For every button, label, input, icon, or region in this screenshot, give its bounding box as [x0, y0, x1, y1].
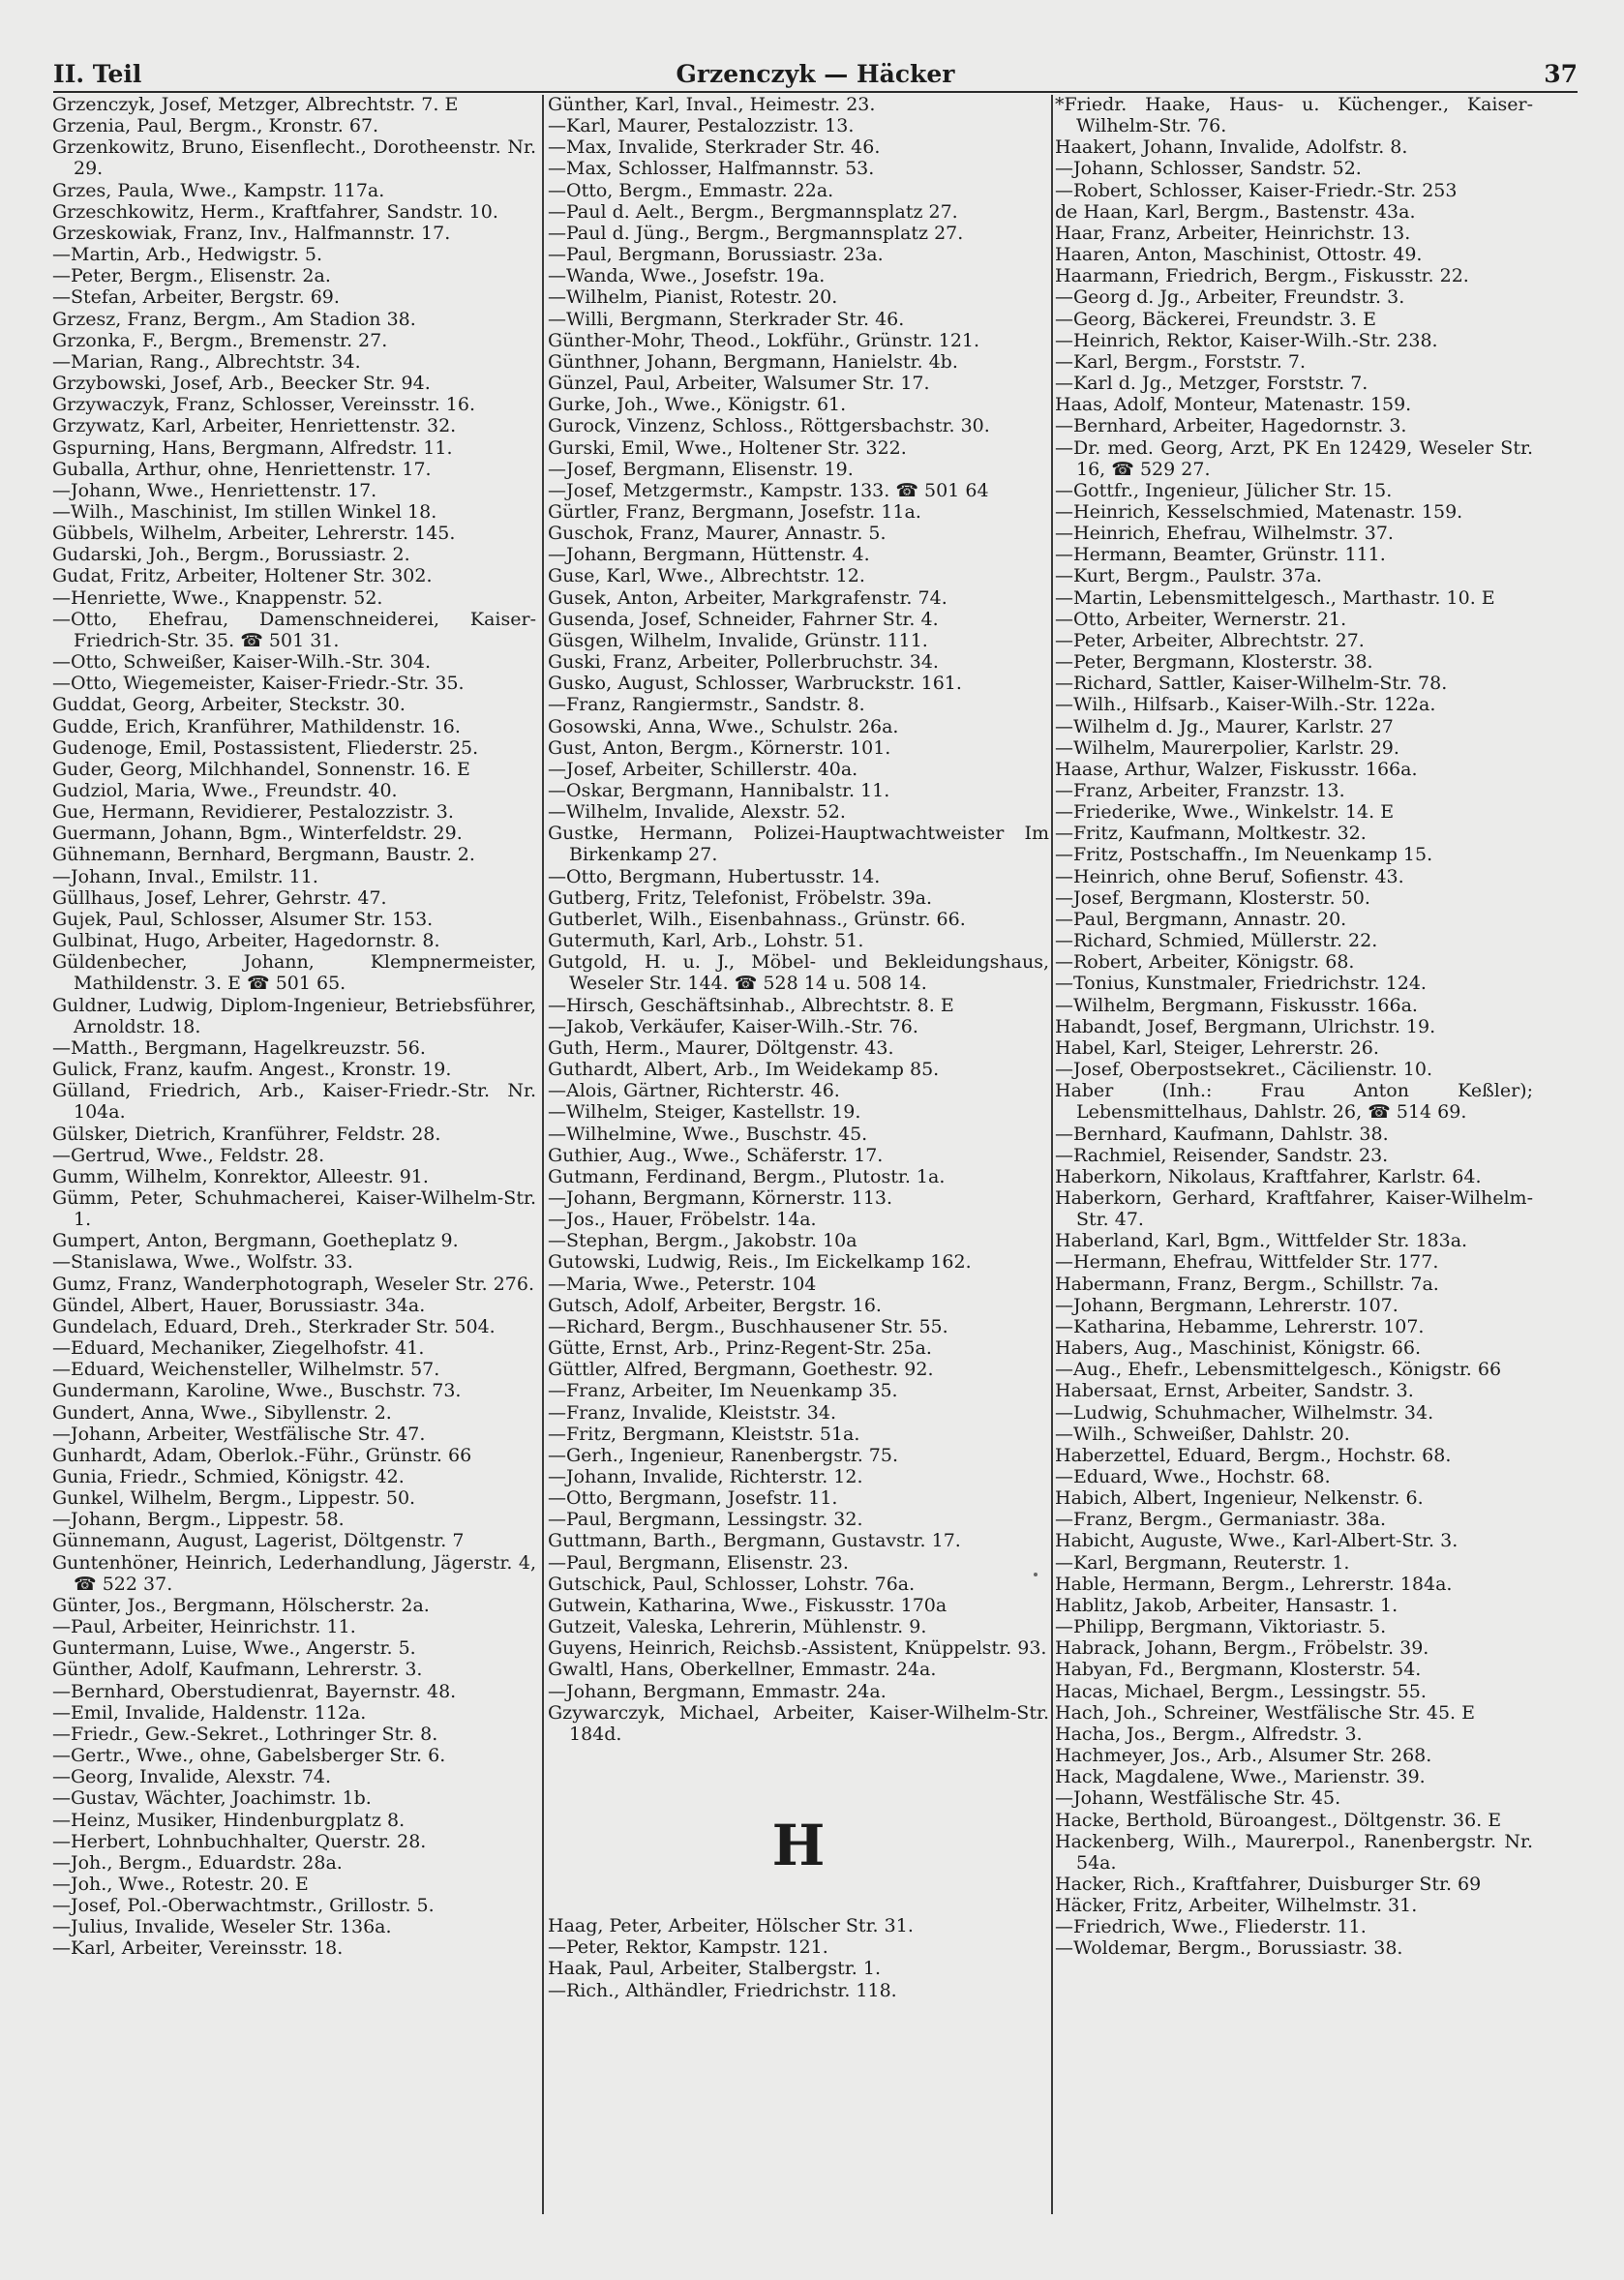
directory-entry: —Peter, Arbeiter, Albrechtstr. 27. [1055, 629, 1365, 651]
directory-entry: —Eduard, Mechaniker, Ziegelhofstr. 41. [52, 1337, 425, 1360]
directory-entry: —Heinrich, Ehefrau, Wilhelmstr. 37. [1055, 523, 1394, 545]
directory-entry: Gülland, Friedrich, Arb., Kaiser-Friedr.-Str. Nr. 104a. [52, 1080, 536, 1124]
directory-entry: —Franz, Arbeiter, Franzstr. 13. [1055, 780, 1345, 801]
directory-entry: Guthier, Aug., Wwe., Schäferstr. 17. [548, 1144, 884, 1166]
directory-entry: —Johann, Bergm., Lippestr. 58. [52, 1509, 345, 1531]
directory-entry: Hack, Magdalene, Wwe., Marienstr. 39. [1055, 1766, 1426, 1788]
directory-entry: —Eduard, Wwe., Hochstr. 68. [1055, 1466, 1331, 1487]
directory-entry: —Franz, Arbeiter, Im Neuenkamp 35. [548, 1380, 898, 1402]
directory-entry: Günthner, Johann, Bergmann, Hanielstr. 4b. [548, 350, 958, 373]
directory-entry: Gutgold, H. u. J., Möbel- und Bekleidungshaus, Weseler Str. 144. ☎ 528 14 u. 508 14. [548, 951, 1049, 995]
directory-entry: Gspurning, Hans, Bergmann, Alfredstr. 11. [52, 436, 453, 459]
directory-entry: —Alois, Gärtner, Richterstr. 46. [548, 1080, 840, 1102]
directory-entry: —Ludwig, Schuhmacher, Wilhelmstr. 34. [1055, 1401, 1434, 1424]
directory-entry: —Woldemar, Bergm., Borussiastr. 38. [1055, 1937, 1403, 1960]
directory-entry: —Bernhard, Arbeiter, Hagedornstr. 3. [1055, 415, 1407, 437]
directory-entry: Gurski, Emil, Wwe., Holtener Str. 322. [548, 436, 907, 459]
directory-entry: —Otto, Bergm., Emmastr. 22a. [548, 179, 834, 201]
directory-entry: Gutberg, Fritz, Telefonist, Fröbelstr. 39a. [548, 886, 933, 909]
directory-entry: Gutschick, Paul, Schlosser, Lohstr. 76a. [548, 1573, 916, 1595]
directory-entry: Haberkorn, Gerhard, Kraftfahrer, Kaiser-Wilhelm-Str. 47. [1055, 1186, 1533, 1231]
directory-entry: —Wilhelm d. Jg., Maurer, Karlstr. 27 [1055, 715, 1394, 737]
directory-entry: Gunkel, Wilhelm, Bergm., Lippestr. 50. [52, 1487, 416, 1510]
directory-entry: Gunhardt, Adam, Oberlok.-Führ., Grünstr. 66 [52, 1444, 472, 1466]
directory-entry: —Robert, Schlosser, Kaiser-Friedr.-Str. 253 [1055, 179, 1458, 201]
directory-entry: Habel, Karl, Steiger, Lehrerstr. 26. [1055, 1036, 1379, 1059]
directory-entry: Grzenia, Paul, Bergm., Kronstr. 67. [52, 115, 379, 137]
directory-entry: Gudenoge, Emil, Postassistent, Fliederstr. 25. [52, 736, 479, 759]
directory-entry: —Martin, Lebensmittelgesch., Marthastr. 10. E [1055, 586, 1495, 609]
directory-entry: Guddat, Georg, Arbeiter, Steckstr. 30. [52, 694, 406, 716]
directory-entry: —Georg, Bäckerei, Freundstr. 3. E [1055, 308, 1376, 330]
page-header [53, 48, 1578, 93]
directory-entry: —Josef, Metzgermstr., Kampstr. 133. ☎ 501 64 [548, 479, 989, 501]
directory-entry: Haak, Paul, Arbeiter, Stalbergstr. 1. [548, 1958, 882, 1980]
directory-entry: —Karl d. Jg., Metzger, Forststr. 7. [1055, 373, 1368, 395]
directory-entry: Gümm, Peter, Schuhmacherei, Kaiser-Wilhelm-Str. 1. [52, 1186, 536, 1231]
directory-entry: —Gustav, Wächter, Joachimstr. 1b. [52, 1787, 372, 1810]
directory-entry: Haberzettel, Eduard, Bergm., Hochstr. 68. [1055, 1444, 1452, 1466]
directory-entry: —Josef, Bergmann, Klosterstr. 50. [1055, 886, 1370, 909]
directory-entry: —Henriette, Wwe., Knappenstr. 52. [52, 586, 383, 609]
directory-entry: —Otto, Wiegemeister, Kaiser-Friedr.-Str. 35. [52, 673, 465, 695]
directory-entry: Gutzeit, Valeska, Lehrerin, Mühlenstr. 9. [548, 1616, 927, 1638]
directory-entry: Guthardt, Albert, Arb., Im Weidekamp 85. [548, 1059, 940, 1081]
directory-column-3 [1055, 94, 1533, 2252]
directory-entry: —Wanda, Wwe., Josefstr. 19a. [548, 265, 826, 287]
column-2-h-entries [548, 1915, 1049, 2001]
directory-entry: —Richard, Sattler, Kaiser-Wilhelm-Str. 78. [1055, 673, 1448, 695]
directory-entry: Gudde, Erich, Kranführer, Mathildenstr. 16. [52, 715, 461, 737]
directory-entry: Guntermann, Luise, Wwe., Angerstr. 5. [52, 1637, 416, 1660]
directory-entry: Güllhaus, Josef, Lehrer, Gehrstr. 47. [52, 886, 387, 909]
directory-entry: Guttmann, Barth., Bergmann, Gustavstr. 17. [548, 1530, 961, 1552]
directory-entry: —Wilhelm, Steiger, Kastellstr. 19. [548, 1101, 861, 1124]
directory-entry: Guballa, Arthur, ohne, Henriettenstr. 17. [52, 458, 432, 480]
column-divider [1051, 95, 1053, 2214]
directory-entry: —Gertrud, Wwe., Feldstr. 28. [52, 1144, 325, 1166]
directory-entry: Güsgen, Wilhelm, Invalide, Grünstr. 111. [548, 629, 928, 651]
directory-entry: Grzeskowiak, Franz, Inv., Halfmannstr. 17. [52, 222, 451, 244]
directory-entry: Güttler, Alfred, Bergmann, Goethestr. 92. [548, 1359, 934, 1381]
directory-entry: Guse, Karl, Wwe., Albrechtstr. 12. [548, 565, 865, 587]
directory-entry: Gürtler, Franz, Bergmann, Josefstr. 11a. [548, 500, 921, 523]
directory-entry: Grzenczyk, Josef, Metzger, Albrechtstr. 7. E [52, 94, 459, 115]
directory-entry: —Jos., Hauer, Fröbelstr. 14a. [548, 1209, 817, 1231]
directory-entry: —Oskar, Bergmann, Hannibalstr. 11. [548, 780, 890, 801]
directory-entry: —Paul, Bergmann, Borussiastr. 23a. [548, 244, 884, 266]
directory-entry: Güldenbecher, Johann, Klempnermeister, Mathildenstr. 3. E ☎ 501 65. [52, 951, 536, 995]
directory-entry: —Wilh., Maschinist, Im stillen Winkel 18. [52, 500, 437, 523]
directory-entry: Haakert, Johann, Invalide, Adolfstr. 8. [1055, 136, 1408, 159]
directory-entry: Hacker, Rich., Kraftfahrer, Duisburger Str. 69 [1055, 1873, 1482, 1895]
section-letter-heading: H [771, 1813, 826, 1879]
directory-entry: —Karl, Bergmann, Reuterstr. 1. [1055, 1551, 1350, 1574]
directory-entry: —Wilhelm, Bergmann, Fiskusstr. 166a. [1055, 994, 1418, 1016]
directory-entry: —Paul, Bergmann, Elisenstr. 23. [548, 1551, 849, 1574]
directory-entry: —Bernhard, Oberstudienrat, Bayernstr. 48. [52, 1680, 457, 1702]
directory-entry: Grzywaczyk, Franz, Schlosser, Vereinsstr. 16. [52, 394, 476, 416]
directory-entry: Guski, Franz, Arbeiter, Pollerbruchstr. 34. [548, 651, 939, 674]
directory-entry: —Franz, Bergm., Germaniastr. 38a. [1055, 1509, 1386, 1531]
directory-entry: Haberkorn, Nikolaus, Kraftfahrer, Karlstr. 64. [1055, 1165, 1482, 1187]
directory-column-1 [52, 94, 536, 2252]
directory-entry: Hacas, Michael, Bergm., Lessingstr. 55. [1055, 1680, 1427, 1702]
directory-entry: —Willi, Bergmann, Sterkrader Str. 46. [548, 308, 905, 330]
directory-entry: Hach, Joh., Schreiner, Westfälische Str. 45. E [1055, 1701, 1476, 1724]
directory-entry: Gutermuth, Karl, Arb., Lohstr. 51. [548, 930, 864, 952]
directory-entry: Gudat, Fritz, Arbeiter, Holtener Str. 302. [52, 565, 433, 587]
directory-entry: Grzeschkowitz, Herm., Kraftfahrer, Sandstr. 10. [52, 200, 498, 223]
directory-entry: *Friedr. Haake, Haus- u. Küchenger., Kaiser-Wilhelm-Str. 76. [1055, 94, 1533, 137]
page-number: 37 [1544, 60, 1578, 88]
directory-entry: Gutberlet, Wilh., Eisenbahnass., Grünstr. 66. [548, 908, 966, 930]
directory-entry: —Karl, Maurer, Pestalozzistr. 13. [548, 115, 855, 137]
directory-entry: Gujek, Paul, Schlosser, Alsumer Str. 153. [52, 908, 434, 930]
directory-entry: —Friedrich, Wwe., Fliederstr. 11. [1055, 1916, 1367, 1938]
directory-entry: —Johann, Arbeiter, Westfälische Str. 47. [52, 1423, 426, 1445]
directory-entry: —Jakob, Verkäufer, Kaiser-Wilh.-Str. 76. [548, 1015, 918, 1037]
directory-entry: Haar, Franz, Arbeiter, Heinrichstr. 13. [1055, 222, 1411, 244]
directory-entry: Haase, Arthur, Walzer, Fiskusstr. 166a. [1055, 758, 1418, 780]
directory-entry: —Karl, Bergm., Forststr. 7. [1055, 350, 1306, 373]
directory-entry: Guntenhöner, Heinrich, Lederhandlung, Jägerstr. 4, ☎ 522 37. [52, 1551, 536, 1595]
directory-entry: —Maria, Wwe., Peterstr. 104 [548, 1273, 817, 1295]
directory-entry: Habicht, Auguste, Wwe., Karl-Albert-Str. 3. [1055, 1530, 1459, 1552]
directory-entry: —Max, Invalide, Sterkrader Str. 46. [548, 136, 881, 159]
directory-entry: Günther, Karl, Inval., Heimestr. 23. [548, 94, 876, 115]
directory-entry: Haas, Adolf, Monteur, Matenastr. 159. [1055, 394, 1412, 416]
directory-entry: —Joh., Bergm., Eduardstr. 28a. [52, 1851, 343, 1874]
directory-entry: —Hermann, Beamter, Grünstr. 111. [1055, 544, 1386, 566]
directory-entry: de Haan, Karl, Bergm., Bastenstr. 43a. [1055, 200, 1416, 223]
directory-entry: —Paul, Bergmann, Annastr. 20. [1055, 908, 1347, 930]
directory-entry: —Otto, Bergmann, Josefstr. 11. [548, 1487, 838, 1510]
directory-entry: Günzel, Paul, Arbeiter, Walsumer Str. 17. [548, 373, 930, 395]
directory-entry: Gundelach, Eduard, Dreh., Sterkrader Str. 504. [52, 1315, 496, 1337]
directory-entry: Gumm, Wilhelm, Konrektor, Alleestr. 91. [52, 1165, 429, 1187]
directory-entry: —Josef, Bergmann, Elisenstr. 19. [548, 458, 854, 480]
directory-entry: —Heinz, Musiker, Hindenburgplatz 8. [52, 1809, 406, 1831]
directory-entry: Habandt, Josef, Bergmann, Ulrichstr. 19. [1055, 1015, 1436, 1037]
directory-entry: —Paul d. Jüng., Bergm., Bergmannsplatz 27. [548, 222, 964, 244]
directory-entry: —Robert, Arbeiter, Königstr. 68. [1055, 951, 1355, 974]
directory-entry: —Gertr., Wwe., ohne, Gabelsberger Str. 6. [52, 1745, 446, 1767]
directory-entry: —Rachmiel, Reisender, Sandstr. 23. [1055, 1144, 1389, 1166]
directory-entry: —Friedr., Gew.-Sekret., Lothringer Str. 8. [52, 1723, 438, 1745]
directory-entry: —Emil, Invalide, Haldenstr. 112a. [52, 1701, 367, 1724]
directory-entry: —Heinrich, Rektor, Kaiser-Wilh.-Str. 238. [1055, 329, 1438, 351]
directory-entry: Hacha, Jos., Bergm., Alfredstr. 3. [1055, 1723, 1363, 1745]
directory-entry: Gust, Anton, Bergm., Körnerstr. 101. [548, 736, 891, 759]
directory-entry: —Paul, Arbeiter, Heinrichstr. 11. [52, 1616, 356, 1638]
directory-entry: —Peter, Bergmann, Klosterstr. 38. [1055, 651, 1373, 674]
directory-entry: Günnemann, August, Lagerist, Döltgenstr. 7 [52, 1530, 465, 1552]
directory-entry: Gundert, Anna, Wwe., Sibyllenstr. 2. [52, 1401, 392, 1424]
directory-entry: —Stephan, Bergm., Jakobstr. 10a [548, 1230, 857, 1252]
directory-entry: Gurke, Joh., Wwe., Königstr. 61. [548, 394, 847, 416]
directory-entry: —Joh., Wwe., Rotestr. 20. E [52, 1873, 309, 1895]
directory-entry: —Franz, Invalide, Kleiststr. 34. [548, 1401, 837, 1424]
directory-entry: Grzonka, F., Bergm., Bremenstr. 27. [52, 329, 388, 351]
directory-entry: Hackenberg, Wilh., Maurerpol., Ranenbergstr. Nr. 54a. [1055, 1830, 1533, 1874]
directory-entry: Gosowski, Anna, Wwe., Schulstr. 26a. [548, 715, 899, 737]
column-2-entries [548, 94, 1049, 1745]
directory-entry: Hable, Hermann, Bergm., Lehrerstr. 184a. [1055, 1573, 1453, 1595]
directory-entry: Günter, Jos., Bergmann, Hölscherstr. 2a. [52, 1594, 430, 1616]
directory-entry: Hacke, Berthold, Büroangest., Döltgenstr. 36. E [1055, 1809, 1502, 1831]
directory-entry: —Matth., Bergmann, Hagelkreuzstr. 56. [52, 1036, 426, 1059]
directory-entry: —Johann, Westfälische Str. 45. [1055, 1787, 1341, 1810]
directory-entry: —Josef, Pol.-Oberwachtmstr., Grillostr. 5. [52, 1895, 435, 1917]
directory-entry: —Gerh., Ingenieur, Ranenbergstr. 75. [548, 1444, 898, 1466]
column-divider [542, 95, 544, 2214]
directory-entry: Haag, Peter, Arbeiter, Hölscher Str. 31. [548, 1915, 914, 1937]
directory-entry: Gurock, Vinzenz, Schloss., Röttgersbachstr. 30. [548, 415, 990, 437]
directory-entry: Gutsch, Adolf, Arbeiter, Bergstr. 16. [548, 1294, 882, 1316]
directory-entry: Hachmeyer, Jos., Arb., Alsumer Str. 268. [1055, 1745, 1432, 1767]
directory-entry: —Katharina, Hebamme, Lehrerstr. 107. [1055, 1315, 1425, 1337]
directory-entry: Grzybowski, Josef, Arb., Beecker Str. 94. [52, 373, 431, 395]
directory-entry: Grzenkowitz, Bruno, Eisenflecht., Dorotheenstr. Nr. 29. [52, 136, 536, 180]
directory-entry: —Marian, Rang., Albrechtstr. 34. [52, 350, 361, 373]
directory-entry: Habers, Aug., Maschinist, Königstr. 66. [1055, 1337, 1421, 1360]
directory-entry: —Martin, Arb., Hedwigstr. 5. [52, 244, 323, 266]
directory-entry: Gzywarczyk, Michael, Arbeiter, Kaiser-Wilhelm-Str. 184d. [548, 1701, 1049, 1745]
directory-entry: Hablitz, Jakob, Arbeiter, Hansastr. 1. [1055, 1594, 1398, 1616]
directory-entry: Guyens, Heinrich, Reichsb.-Assistent, Knüppelstr. 93. [548, 1637, 1047, 1660]
directory-entry: Guermann, Johann, Bgm., Winterfeldstr. 29. [52, 823, 463, 845]
directory-entry: —Paul, Bergmann, Lessingstr. 32. [548, 1509, 863, 1531]
directory-entry: Gusenda, Josef, Schneider, Fahrner Str. 4. [548, 608, 939, 630]
directory-entry: —Josef, Arbeiter, Schillerstr. 40a. [548, 758, 858, 780]
directory-entry: Gulbinat, Hugo, Arbeiter, Hagedornstr. 8. [52, 930, 440, 952]
directory-entry: Grzywatz, Karl, Arbeiter, Henriettenstr. 32. [52, 415, 457, 437]
directory-entry: —Richard, Schmied, Müllerstr. 22. [1055, 930, 1378, 952]
directory-entry: —Johann, Inval., Emilstr. 11. [52, 865, 318, 887]
directory-column-2 [548, 94, 1049, 2252]
directory-entry: —Johann, Bergmann, Körnerstr. 113. [548, 1186, 893, 1209]
directory-entry: —Otto, Bergmann, Hubertusstr. 14. [548, 865, 881, 887]
directory-entry: Gudarski, Joh., Bergm., Borussiastr. 2. [52, 544, 410, 566]
directory-entry: —Dr. med. Georg, Arzt, PK En 12429, Weseler Str. 16, ☎ 529 27. [1055, 436, 1533, 480]
directory-entry: Habich, Albert, Ingenieur, Nelkenstr. 6. [1055, 1487, 1424, 1510]
directory-entry: Häcker, Fritz, Arbeiter, Wilhelmstr. 31. [1055, 1895, 1418, 1917]
directory-entry: —Eduard, Weichensteller, Wilhelmstr. 57. [52, 1359, 440, 1381]
directory-entry: Günther-Mohr, Theod., Lokführ., Grünstr. 121. [548, 329, 980, 351]
directory-entry: —Friederike, Wwe., Winkelstr. 14. E [1055, 801, 1395, 824]
directory-entry: —Wilhelm, Pianist, Rotestr. 20. [548, 286, 838, 309]
directory-entry: —Wilh., Hilfsarb., Kaiser-Wilh.-Str. 122a. [1055, 694, 1436, 716]
directory-entry: Haber (Inh.: Frau Anton Keßler); Lebensmittelhaus, Dahlstr. 26, ☎ 514 69. [1055, 1080, 1533, 1124]
section-label: II. Teil [53, 60, 142, 88]
directory-entry: —Johann, Wwe., Henriettenstr. 17. [52, 479, 377, 501]
directory-entry: —Max, Schlosser, Halfmannstr. 53. [548, 158, 875, 180]
directory-entry: Grzesz, Franz, Bergm., Am Stadion 38. [52, 308, 416, 330]
directory-entry: —Stefan, Arbeiter, Bergstr. 69. [52, 286, 340, 309]
directory-entry: Gulick, Franz, kaufm. Angest., Kronstr. 19. [52, 1059, 452, 1081]
directory-entry: —Fritz, Kaufmann, Moltkestr. 32. [1055, 823, 1367, 845]
directory-entry: —Julius, Invalide, Weseler Str. 136a. [52, 1916, 392, 1938]
directory-entry: —Wilh., Schweißer, Dahlstr. 20. [1055, 1423, 1350, 1445]
directory-entry: Gustke, Hermann, Polizei-Hauptwachtweister Im Birkenkamp 27. [548, 823, 1049, 866]
directory-entry: Gumz, Franz, Wanderphotograph, Weseler Str. 276. [52, 1273, 535, 1295]
directory-entry: —Georg, Invalide, Alexstr. 74. [52, 1766, 332, 1788]
directory-entry: —Franz, Rangiermstr., Sandstr. 8. [548, 694, 865, 716]
directory-entry: —Johann, Bergmann, Lehrerstr. 107. [1055, 1294, 1398, 1316]
directory-entry: Haaren, Anton, Maschinist, Ottostr. 49. [1055, 244, 1423, 266]
directory-entry: —Rich., Althändler, Friedrichstr. 118. [548, 1979, 897, 2001]
directory-entry: —Gottfr., Ingenieur, Jülicher Str. 15. [1055, 479, 1393, 501]
directory-entry: —Richard, Bergm., Buschhausener Str. 55. [548, 1315, 948, 1337]
directory-entry: —Stanislawa, Wwe., Wolfstr. 33. [52, 1251, 353, 1274]
directory-entry: —Hermann, Ehefrau, Wittfelder Str. 177. [1055, 1251, 1439, 1274]
directory-entry: —Johann, Schlosser, Sandstr. 52. [1055, 158, 1362, 180]
directory-entry: Gunia, Friedr., Schmied, Königstr. 42. [52, 1466, 405, 1487]
directory-entry: Guth, Herm., Maurer, Döltgenstr. 43. [548, 1036, 894, 1059]
directory-entry: Gudziol, Maria, Wwe., Freundstr. 40. [52, 780, 398, 801]
directory-entry: Haarmann, Friedrich, Bergm., Fiskusstr. 22. [1055, 265, 1469, 287]
directory-entry: —Hirsch, Geschäftsinhab., Albrechtstr. 8. E [548, 994, 954, 1016]
directory-entry: Habrack, Johann, Bergm., Fröbelstr. 39. [1055, 1637, 1429, 1660]
directory-entry: Gue, Hermann, Revidierer, Pestalozzistr. 3. [52, 801, 454, 824]
directory-entry: —Wilhelm, Invalide, Alexstr. 52. [548, 801, 846, 824]
directory-entry: —Philipp, Bergmann, Viktoriastr. 5. [1055, 1616, 1387, 1638]
directory-entry: Gumpert, Anton, Bergmann, Goetheplatz 9. [52, 1230, 459, 1252]
directory-entry: Günther, Adolf, Kaufmann, Lehrerstr. 3. [52, 1659, 423, 1681]
directory-entry: —Paul d. Aelt., Bergm., Bergmannsplatz 27. [548, 200, 958, 223]
directory-entry: Guder, Georg, Milchhandel, Sonnenstr. 16. E [52, 758, 470, 780]
directory-entry: —Peter, Rektor, Kampstr. 121. [548, 1936, 828, 1959]
directory-entry: Guschok, Franz, Maurer, Annastr. 5. [548, 523, 887, 545]
directory-entry: Guldner, Ludwig, Diplom-Ingenieur, Betriebsführer, Arnoldstr. 18. [52, 994, 536, 1037]
directory-entry: —Aug., Ehefr., Lebensmittelgesch., Königstr. 66 [1055, 1359, 1502, 1381]
directory-entry: —Fritz, Bergmann, Kleiststr. 51a. [548, 1423, 860, 1445]
directory-entry: Grzes, Paula, Wwe., Kampstr. 117a. [52, 179, 385, 201]
directory-entry: Gusko, August, Schlosser, Warbruckstr. 161. [548, 673, 962, 695]
directory-entry: Gutwein, Katharina, Wwe., Fiskusstr. 170a [548, 1594, 947, 1616]
directory-entry: Gütte, Ernst, Arb., Prinz-Regent-Str. 25a. [548, 1337, 932, 1360]
directory-entry: —Wilhelm, Maurerpolier, Karlstr. 29. [1055, 736, 1399, 759]
directory-entry: Gundermann, Karoline, Wwe., Buschstr. 73. [52, 1380, 462, 1402]
directory-entry: —Otto, Ehefrau, Damenschneiderei, Kaiser-Friedrich-Str. 35. ☎ 501 31. [52, 608, 536, 651]
directory-entry: —Herbert, Lohnbuchhalter, Querstr. 28. [52, 1830, 427, 1852]
directory-entry: —Josef, Oberpostsekret., Cäcilienstr. 10. [1055, 1059, 1433, 1081]
directory-entry: Haberland, Karl, Bgm., Wittfelder Str. 183a. [1055, 1230, 1468, 1252]
directory-entry: Gündel, Albert, Hauer, Borussiastr. 34a. [52, 1294, 426, 1316]
directory-entry: —Karl, Arbeiter, Vereinsstr. 18. [52, 1937, 344, 1960]
directory-entry: —Otto, Schweißer, Kaiser-Wilh.-Str. 304. [52, 651, 431, 674]
directory-entry: Gübbels, Wilhelm, Arbeiter, Lehrerstr. 145. [52, 523, 456, 545]
directory-entry: —Georg d. Jg., Arbeiter, Freundstr. 3. [1055, 286, 1405, 309]
directory-entry: —Bernhard, Kaufmann, Dahlstr. 38. [1055, 1123, 1389, 1145]
directory-entry: —Wilhelmine, Wwe., Buschstr. 45. [548, 1123, 868, 1145]
directory-entry: Gülsker, Dietrich, Kranführer, Feldstr. 28. [52, 1123, 441, 1145]
directory-entry: Gwaltl, Hans, Oberkellner, Emmastr. 24a. [548, 1659, 937, 1681]
directory-entry: —Heinrich, Kesselschmied, Matenastr. 159. [1055, 500, 1463, 523]
directory-entry: —Johann, Bergmann, Hüttenstr. 4. [548, 544, 870, 566]
directory-entry: Gutmann, Ferdinand, Bergm., Plutostr. 1a. [548, 1165, 946, 1187]
page-range-title: Grzenczyk — Häcker [676, 60, 955, 88]
directory-entry: —Tonius, Kunstmaler, Friedrichstr. 124. [1055, 973, 1427, 995]
directory-entry: Gühnemann, Bernhard, Bergmann, Baustr. 2. [52, 844, 475, 866]
directory-entry: —Johann, Bergmann, Emmastr. 24a. [548, 1680, 887, 1702]
directory-entry: —Johann, Invalide, Richterstr. 12. [548, 1466, 863, 1487]
directory-entry: Gutowski, Ludwig, Reis., Im Eickelkamp 162. [548, 1251, 972, 1274]
directory-entry: —Heinrich, ohne Beruf, Sofienstr. 43. [1055, 865, 1404, 887]
directory-entry: —Fritz, Postschaffn., Im Neuenkamp 15. [1055, 844, 1433, 866]
directory-entry: Habersaat, Ernst, Arbeiter, Sandstr. 3. [1055, 1380, 1414, 1402]
directory-entry: —Kurt, Bergm., Paulstr. 37a. [1055, 565, 1322, 587]
directory-entry: —Peter, Bergm., Elisenstr. 2a. [52, 265, 331, 287]
directory-entry: Habermann, Franz, Bergm., Schillstr. 7a. [1055, 1273, 1439, 1295]
directory-entry: Gusek, Anton, Arbeiter, Markgrafenstr. 74. [548, 586, 947, 609]
directory-entry: —Otto, Arbeiter, Wernerstr. 21. [1055, 608, 1347, 630]
directory-entry: Habyan, Fd., Bergmann, Klosterstr. 54. [1055, 1659, 1422, 1681]
